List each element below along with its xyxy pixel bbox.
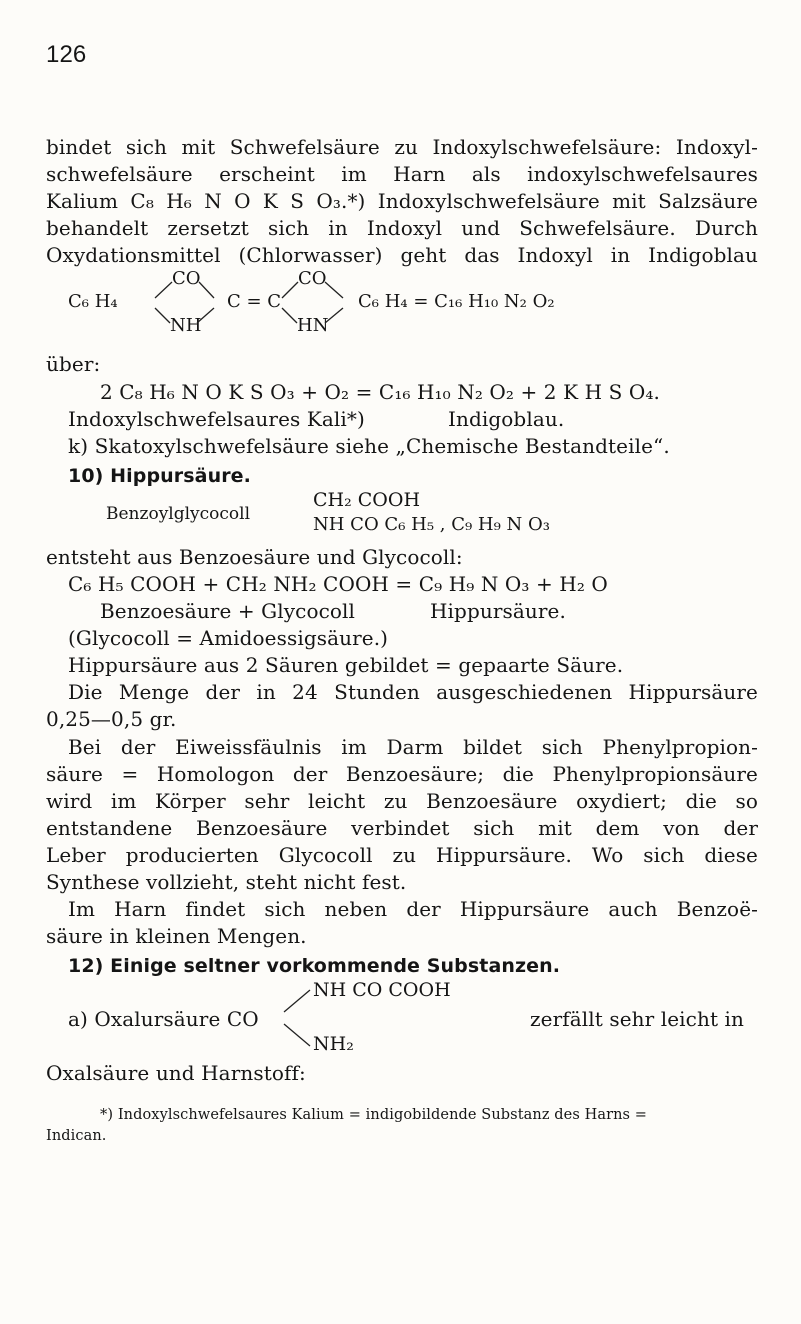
text-line: entsteht aus Benzoesäure und Glycocoll:: [46, 545, 463, 569]
reaction-label: Indoxylschwefelsaures Kali*): [68, 407, 365, 431]
text-line: k) Skatoxylschwefelsäure siehe „Chemische Bestandteile“.: [68, 434, 670, 458]
formula-top: NH CO COOH: [313, 979, 451, 1001]
text-line: Oxalsäure und Harnstoff:: [46, 1061, 306, 1085]
text-line: 0,25—0,5 gr.: [46, 707, 177, 731]
text-line: Kalium C₈ H₆ N O K S O₃.*) Indoxylschwefelsäure mit Salzsäure: [46, 189, 758, 213]
text-line: zerfällt sehr leicht in: [530, 1007, 745, 1031]
reaction-label: Hippursäure.: [430, 599, 566, 623]
formula-label: Benzoylglycocoll: [106, 504, 251, 524]
text-line: Die Menge der in 24 Stunden ausgeschiedenen Hippursäure: [68, 680, 758, 704]
text-line: Hippursäure aus 2 Säuren gebildet = gepaarte Säure.: [68, 653, 624, 677]
formula-top: CH₂ COOH: [313, 489, 421, 511]
text-line: über:: [46, 352, 101, 376]
text-line: säure in kleinen Mengen.: [46, 924, 307, 948]
page-number: 126: [46, 41, 87, 68]
formula-left-ring: C₆ H₄: [68, 291, 118, 312]
section-heading: 12) Einige seltner vorkommende Substanzen.: [68, 955, 561, 977]
reaction-label: Benzoesäure + Glycocoll: [100, 599, 356, 623]
reaction-equation: C₆ H₅ COOH + CH₂ NH₂ COOH = C₉ H₉ N O₃ + H₂ O: [68, 572, 608, 596]
formula-right-ring: C₆ H₄ = C₁₆ H₁₀ N₂ O₂: [358, 291, 555, 312]
reaction-label: Indigoblau.: [448, 407, 565, 431]
text-line: Im Harn findet sich neben der Hippursäure auch Benzoë-: [68, 897, 758, 921]
section-heading: 10) Hippursäure.: [68, 465, 251, 487]
text-line: Leber producierten Glycocoll zu Hippursäure. Wo sich diese: [46, 843, 758, 867]
formula-hn-right: HN: [297, 315, 329, 336]
formula-nh-left: NH: [170, 315, 202, 336]
text-line: wird im Körper sehr leicht zu Benzoesäure oxydiert; die so: [46, 789, 758, 813]
reaction-equation: 2 C₈ H₆ N O K S O₃ + O₂ = C₁₆ H₁₀ N₂ O₂ + 2 K H S O₄.: [100, 380, 660, 404]
formula-label: a) Oxalursäure CO: [68, 1007, 259, 1031]
text-line: Bei der Eiweissfäulnis im Darm bildet sich Phenylpropion-: [68, 735, 758, 759]
formula-double-bond: C = C: [227, 291, 282, 312]
footnote-line: *) Indoxylschwefelsaures Kalium = indigobildende Substanz des Harns =: [100, 1107, 648, 1123]
text-line: Oxydationsmittel (Chlorwasser) geht das Indoxyl in Indigoblau: [46, 243, 758, 267]
text-line: behandelt zersetzt sich in Indoxyl und Schwefelsäure. Durch: [46, 216, 758, 240]
text-line: (Glycocoll = Amidoessigsäure.): [68, 626, 389, 650]
text-line: schwefelsäure erscheint im Harn als indoxylschwefelsaures: [46, 162, 758, 186]
formula-bottom: NH₂: [313, 1033, 354, 1055]
formula-co-left: CO: [172, 268, 201, 289]
formula-co-right: CO: [298, 268, 327, 289]
text-line: entstandene Benzoesäure verbindet sich mit dem von der: [46, 816, 758, 840]
text-line: säure = Homologon der Benzoesäure; die Phenylpropionsäure: [46, 762, 758, 786]
text-line: Synthese vollzieht, steht nicht fest.: [46, 870, 407, 894]
formula-bottom: NH CO C₆ H₅ , C₉ H₉ N O₃: [313, 514, 550, 535]
footnote-line: Indican.: [46, 1128, 107, 1144]
text-line: bindet sich mit Schwefelsäure zu Indoxylschwefelsäure: Indoxyl-: [46, 135, 758, 159]
